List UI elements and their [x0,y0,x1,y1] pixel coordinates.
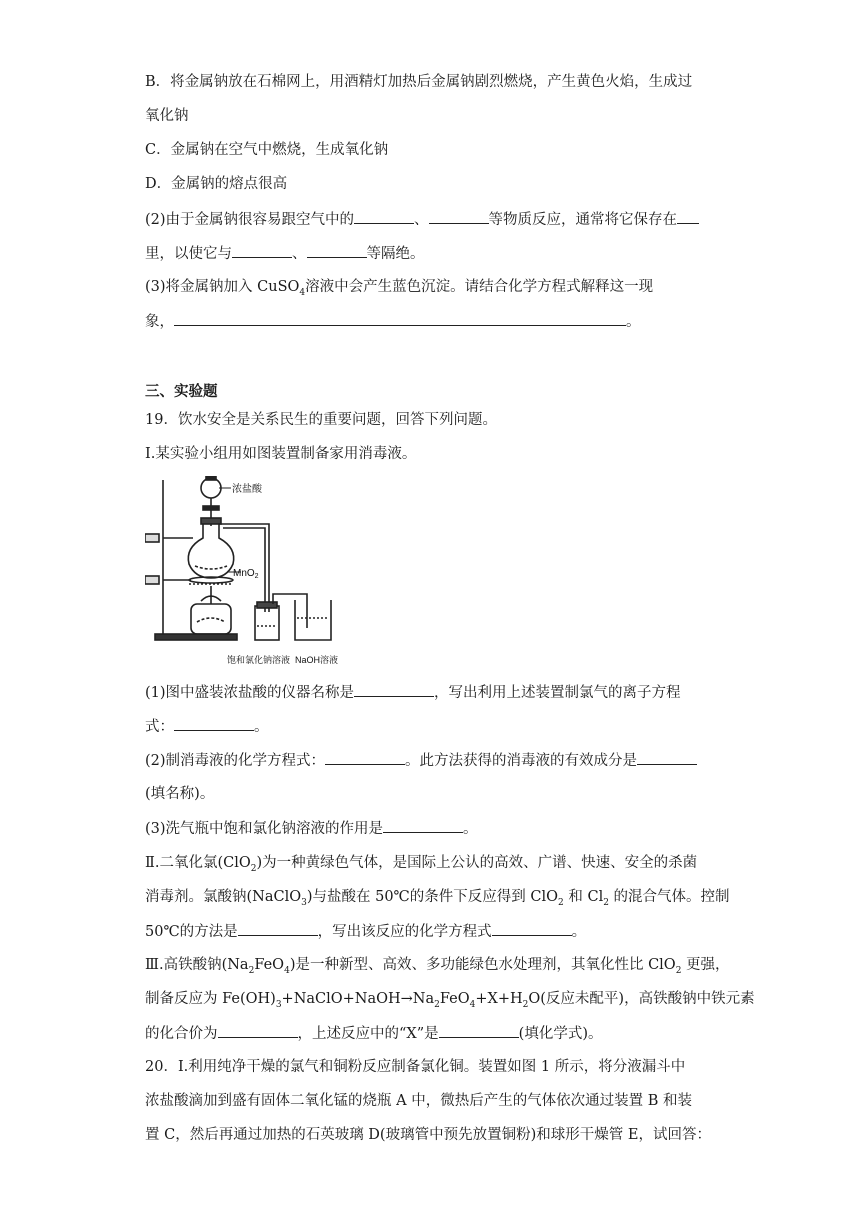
q19-stem: 19．饮水安全是关系民生的重要问题，回答下列问题。 [145,412,497,428]
text: 制备反应为 Fe(OH) [145,991,276,1007]
answer-blank[interactable] [677,209,699,224]
text: +X+H [475,991,523,1007]
label-sat-nacl: 饱和氯化钠溶液 [227,655,291,665]
subscript: 2 [675,965,682,976]
answer-blank[interactable] [383,818,463,833]
text: )是一种新型、高效、多功能绿色水处理剂，其氧化性比 ClO [289,957,676,973]
text: (3)洗气瓶中饱和氯化钠溶液的作用是 [145,821,384,837]
answer-blank[interactable] [325,750,405,765]
text: Ⅲ.高铁酸钠(Na [145,957,249,973]
answer-blank[interactable] [354,682,434,697]
text: 消毒剂。氯酸钠(NaClO [145,889,302,905]
text: FeO [439,991,470,1007]
text: O(反应未配平)，高铁酸钠中铁元素 [528,991,755,1007]
text: +NaClO+NaOH→Na [281,991,435,1007]
alcohol-lamp [191,604,231,634]
text: 。 [254,719,269,735]
q19-1-line2 [145,716,269,737]
text: 里，以使它与 [145,246,232,262]
subscript: 2 [250,863,257,874]
text: ，上述反应中的“X”是 [297,1026,439,1042]
q19-1-line1 [145,682,681,703]
answer-blank[interactable] [218,1023,298,1038]
text: 。 [571,924,587,940]
answer-blank[interactable] [354,209,414,224]
text: 的化合价为 [145,1026,218,1042]
apparatus-figure [145,476,350,668]
label-mno2: MnO$_2$ [233,568,259,580]
q19-II-line3 [145,921,586,942]
q19-III-line1 [145,955,730,981]
subscript: 2 [522,999,529,1010]
text: (2)由于金属钠很容易跟空气中的 [145,212,355,228]
answer-blank[interactable] [238,921,318,936]
q19-2-line2: (填名称)。 [145,786,215,802]
text: )为一种黄绿色气体，是国际上公认的高效、广谱、快速、安全的杀菌 [256,855,698,871]
subscript: 3 [275,999,282,1010]
q19-part1-intro: Ⅰ.某实验小组用如图装置制备家用消毒液。 [145,446,417,462]
text: 的混合气体。控制 [608,889,730,905]
text: )与盐酸在 50℃的条件下反应得到 ClO [306,889,559,905]
option-b-line1: B．将金属钠放在石棉网上，用酒精灯加热后金属钠剧烈燃烧，产生黄色火焰，生成过 [145,74,693,90]
answer-blank[interactable] [174,311,626,326]
q19-II-line1 [145,853,697,879]
answer-blank[interactable] [232,243,292,258]
text: 式： [145,719,174,735]
stand-base [155,634,237,640]
subscript: 4 [299,287,306,298]
section-heading: 三、实验题 [145,383,218,400]
q20-line2: 浓盐酸滴加到盛有固体二氧化锰的烧瓶 A 中，微热后产生的气体依次通过装置 B 和装 [145,1093,693,1109]
option-b-line2: 氧化钠 [145,108,189,124]
q19-III-line2 [145,989,755,1015]
answer-blank[interactable] [174,716,254,731]
subscript: 2 [248,965,255,976]
text: 。 [463,821,478,837]
funnel-bulb [201,478,221,498]
q19-III-line3 [145,1023,602,1044]
beaker [295,600,331,640]
q18-part3-line1 [145,277,653,303]
q19-2-line1 [145,750,697,771]
text: (1)图中盛装浓盐酸的仪器名称是 [145,685,355,701]
text: (2)制消毒液的化学方程式： [145,753,326,769]
text: 和 Cl [563,889,604,905]
text: 。此方法获得的消毒液的有效成分是 [405,753,638,769]
subscript: 3 [301,897,307,908]
q18-part2-line2 [145,243,425,264]
text: 溶液中会产生蓝色沉淀。请结合化学方程式解释这一现 [305,279,654,295]
text: 、 [414,212,429,228]
answer-blank[interactable] [439,1023,519,1038]
answer-blank[interactable] [429,209,489,224]
text: 等物质反应，通常将它保存在 [488,212,678,228]
answer-blank[interactable] [492,921,572,936]
text: 。 [626,314,641,330]
q18-part2-line1 [145,209,699,230]
option-c: C．金属钠在空气中燃烧，生成氧化钠 [145,142,389,158]
q19-3 [145,818,478,839]
q18-part3-line2 [145,311,641,332]
answer-blank[interactable] [637,750,697,765]
subscript: 2 [603,897,609,908]
text: ，写出利用上述装置制氯气的离子方程 [434,685,681,701]
subscript: 4 [284,965,290,976]
text: 象， [145,314,174,330]
q20-line3: 置 C，然后再通过加热的石英玻璃 D(玻璃管中预先放置铜粉)和球形干燥管 E，试回答： [145,1127,711,1143]
subscript: 2 [558,897,564,908]
text: (填化学式)。 [518,1026,603,1042]
text: 、 [292,246,307,262]
text: FeO [254,957,285,973]
option-d: D．金属钠的熔点很高 [145,176,288,192]
text: (3)将金属钠加入 CuSO [145,279,300,295]
q19-II-line2 [145,887,730,913]
q20-line1: 20．Ⅰ.利用纯净干燥的氯气和铜粉反应制备氯化铜。装置如图 1 所示，将分液漏斗中 [145,1059,686,1075]
answer-blank[interactable] [307,243,367,258]
text: 等隔绝。 [366,246,425,262]
subscript: 4 [469,999,476,1010]
label-naoh: NaOH溶液 [295,655,339,665]
subscript: 2 [434,999,440,1010]
label-conc-hcl: 浓盐酸 [232,484,262,495]
text: Ⅱ.二氧化氯(ClO [145,855,251,871]
text: 50℃的方法是 [145,924,238,940]
text: 更强， [681,957,730,973]
text: ，写出该反应的化学方程式 [317,924,492,940]
wash-bottle [255,606,279,640]
